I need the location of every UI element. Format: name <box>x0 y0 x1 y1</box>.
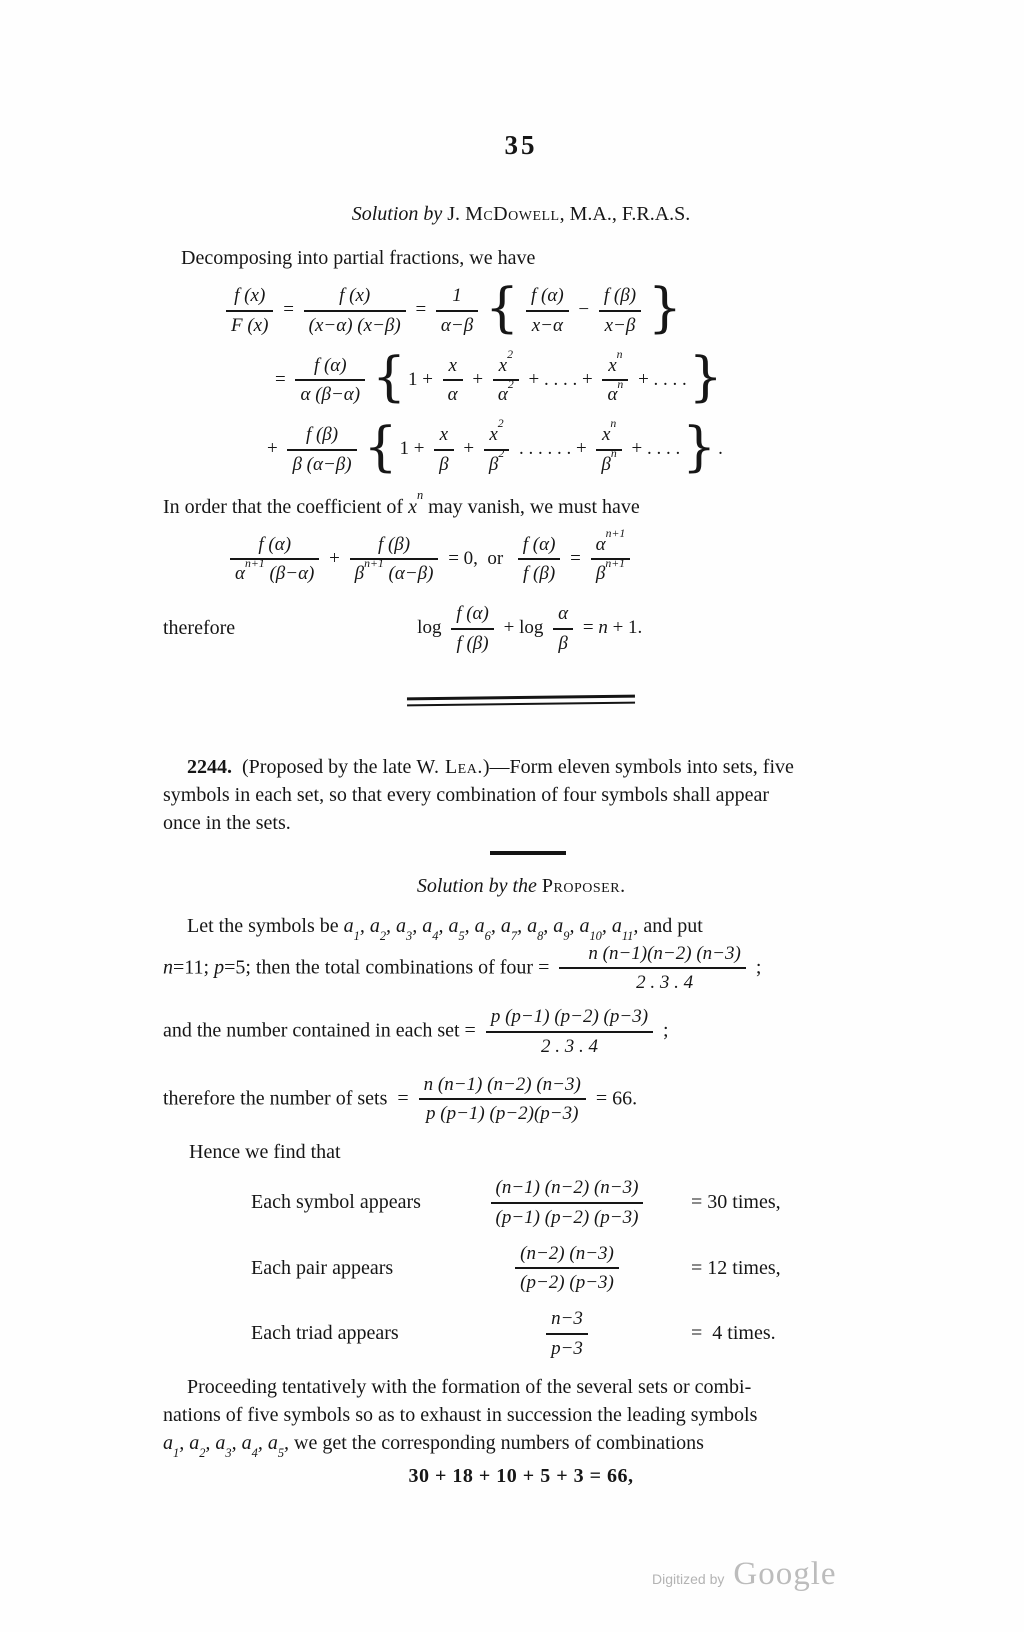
row-label: Each pair appears <box>251 1256 394 1279</box>
problem-divider <box>490 851 566 855</box>
equation-series-alpha: = $\frac{f (\alpha)}{\alpha (\beta-\alpha)}$ { 1 + $\frac{x}{\alpha}$ + $\frac{x^2}{\alpha^2}$ + . . . . + $\frac{x^n}{\alpha^n}$ + . . . .} <box>275 346 723 409</box>
section-divider <box>407 694 635 706</box>
digitized-footer <box>652 1556 837 1593</box>
row-fraction: $\frac{n-3}{p-3}$ <box>443 1305 691 1363</box>
find-row-triad <box>163 1305 879 1363</box>
para-proceeding: Proceeding tentatively with the formation of the several sets or combi- nations of five symbols so as to exhaust in succession the leading symbols $a_1$, $a_2$, $a_3$, $a_4$, $a_5$, we get the corresponding numbers of combinations <box>163 1375 758 1461</box>
solution1-intro: Decomposing into partial fractions, we have <box>181 247 536 269</box>
coefficient-condition-line: In order that the coefficient of $x^n$ may vanish, we must have <box>163 488 640 518</box>
equation-vanish-condition: $\frac{f (\alpha)}{\alpha^{n+1} (\beta-\alpha)}$ + $\frac{f (\beta)}{\beta^{n+1} (\alpha-\beta)}$ = 0, or $\frac{f (\alpha)}{f (\beta)}$ = $\frac{\alpha^{n+1}}{\beta^{n+1}}$ <box>163 531 879 589</box>
row-result: = 4 times. <box>691 1322 776 1345</box>
problem-2244: 2244. (Proposed by the late W. Lea.)—Form eleven symbols into sets, five symbols in each set, so that every combination of four symbols shall appear once in the sets. <box>163 755 794 834</box>
therefore-label: therefore <box>163 617 236 640</box>
therefore-row <box>163 600 879 658</box>
find-row-pair <box>163 1240 879 1298</box>
digitized-by-text: Digitized by <box>652 1571 725 1587</box>
para-each-set: and the number contained in each set = $\frac{p (p-1) (p-2) (p-3)}{2 . 3 . 4}$ ; <box>163 1006 669 1057</box>
equation-partial-fraction: $\frac{f (x)}{F (x)}$ = $\frac{f (x)}{(x-\alpha) (x-\beta)}$ = $\frac{1}{\alpha-\beta}$ { $\frac{f (\alpha)}{x-\alpha}$ − $\frac{f (\beta)}{x-\beta}$ } <box>163 282 879 340</box>
hence-line: Hence we find that <box>189 1141 341 1163</box>
solution1-byline: Solution by J. McDowell, M.A., F.R.A.S. <box>351 203 691 225</box>
solution2-byline: Solution by the Proposer. <box>416 874 626 897</box>
row-fraction: $\frac{(n-1) (n-2) (n-3)}{(p-1) (p-2) (p-3)}$ <box>443 1174 691 1232</box>
row-result: = 30 times, <box>691 1191 781 1214</box>
row-result: = 12 times, <box>691 1256 781 1279</box>
sum-line: 30 + 18 + 10 + 5 + 3 = 66, <box>408 1464 634 1487</box>
equation-series-beta: + $\frac{f (\beta)}{\beta (\alpha-\beta)}$ { 1 + $\frac{x}{\beta}$ + $\frac{x^2}{\beta^2}$ . . . . . . + $\frac{x^n}{\beta^n}$ + . . . .} . <box>267 415 723 478</box>
para-number-of-sets: therefore the number of sets = $\frac{n (n-1) (n-2) (n-3)}{p (p-1) (p-2)(p-3)}$ = 66. <box>163 1073 638 1125</box>
google-logo: Google <box>733 1556 837 1592</box>
text-column <box>163 0 879 1488</box>
row-label: Each symbol appears <box>251 1191 421 1214</box>
para-symbols: Let the symbols be $a_1$, $a_2$, $a_3$, $a_4$, $a_5$, $a_6$, $a_7$, $a_8$, $a_9$, $a_{10}$, $a_{11}$, and put n=11; p=5; then the total combinations of four = $\frac{n (n-1)(n-2) (n-3)}{2 . 3 . 4}$ ; <box>163 914 762 994</box>
row-label: Each triad appears <box>251 1322 399 1345</box>
find-row-symbol <box>163 1174 879 1232</box>
equation-log-result: log $\frac{f (\alpha)}{f (\beta)}$ + log $\frac{\alpha}{\beta}$ = n + 1. <box>417 603 643 654</box>
row-fraction: $\frac{(n-2) (n-3)}{(p-2) (p-3)}$ <box>443 1240 691 1298</box>
page-number: 35 <box>504 130 538 160</box>
